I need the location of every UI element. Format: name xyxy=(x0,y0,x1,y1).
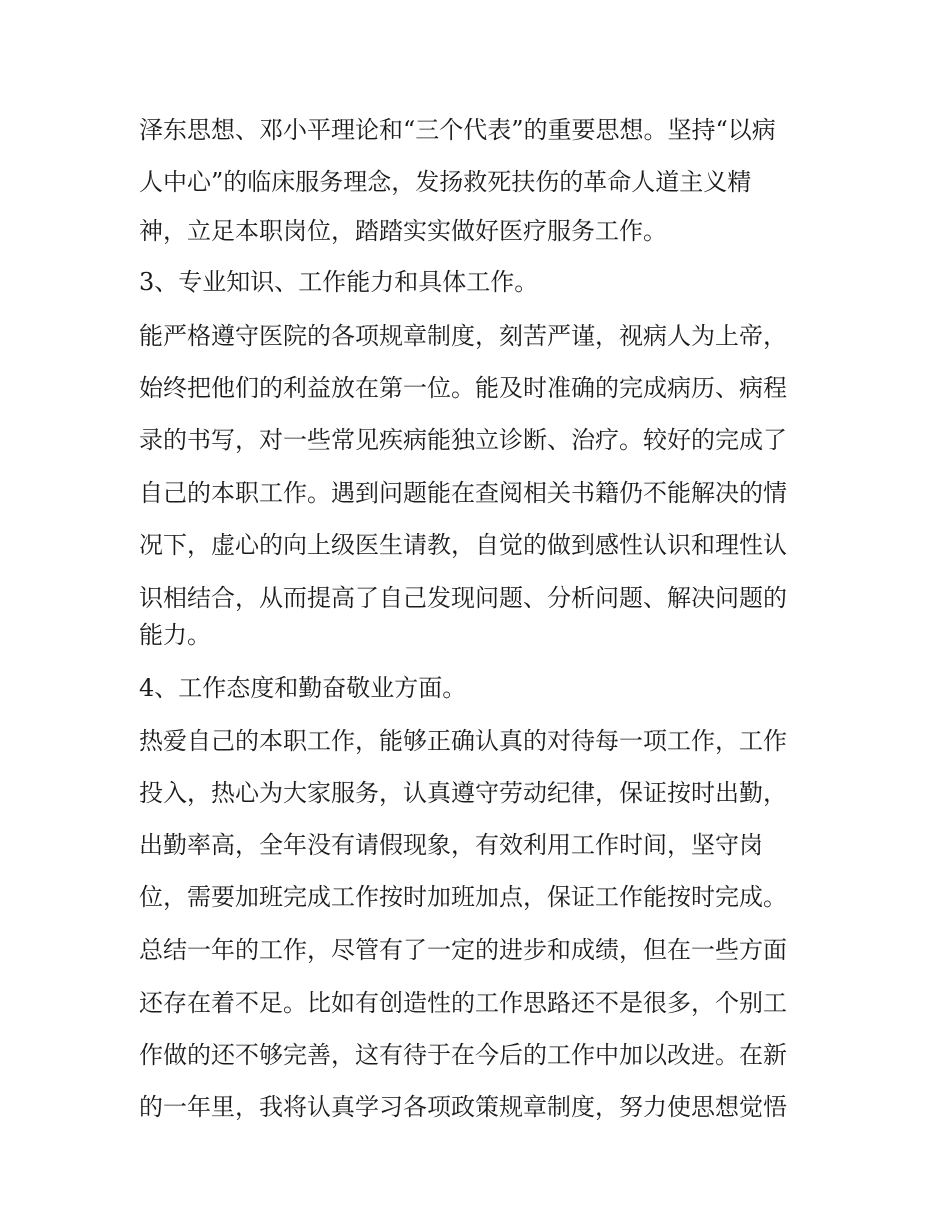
text-line: 能严格遵守医院的各项规章制度，刻苦严谨，视病人为上帝， xyxy=(139,322,787,350)
text-line: 总结一年的工作，尽管有了一定的进步和成绩，但在一些方面 xyxy=(139,936,787,964)
section-heading: 4、工作态度和勤奋敬业方面。 xyxy=(139,674,467,702)
text-line: 泽东思想、邓小平理论和“三个代表”的重要思想。坚持“以病 xyxy=(139,116,776,144)
text-line: 神，立足本职岗位，踏踏实实做好医疗服务工作。 xyxy=(139,217,667,245)
text-line: 况下，虚心的向上级医生请教，自觉的做到感性认识和理性认 xyxy=(139,531,787,559)
text-line: 始终把他们的利益放在第一位。能及时准确的完成病历、病程 xyxy=(139,374,787,402)
text-line: 录的书写，对一些常见疾病能独立诊断、治疗。较好的完成了 xyxy=(139,426,787,454)
text-line: 还存在着不足。比如有创造性的工作思路还不是很多，个别工 xyxy=(139,989,787,1017)
text-line: 自己的本职工作。遇到问题能在查阅相关书籍仍不能解决的情 xyxy=(139,479,787,507)
text-line: 作做的还不够完善，这有待于在今后的工作中加以改进。在新 xyxy=(139,1041,787,1069)
text-line: 识相结合，从而提高了自己发现问题、分析问题、解决问题的 xyxy=(139,584,787,612)
text-line: 出勤率高，全年没有请假现象，有效利用工作时间，坚守岗 xyxy=(139,831,763,859)
text-line: 热爱自己的本职工作，能够正确认真的对待每一项工作，工作 xyxy=(139,727,787,755)
text-line: 投入，热心为大家服务，认真遵守劳动纪律，保证按时出勤， xyxy=(139,779,787,807)
text-line: 能力。 xyxy=(139,621,211,649)
text-line: 人中心”的临床服务理念，发扬救死扶伤的革命人道主义精 xyxy=(139,168,752,196)
text-line: 的一年里，我将认真学习各项政策规章制度，努力使思想觉悟 xyxy=(139,1093,787,1121)
text-line: 位，需要加班完成工作按时加班加点，保证工作能按时完成。 xyxy=(139,883,787,911)
section-heading: 3、专业知识、工作能力和具体工作。 xyxy=(139,268,539,296)
